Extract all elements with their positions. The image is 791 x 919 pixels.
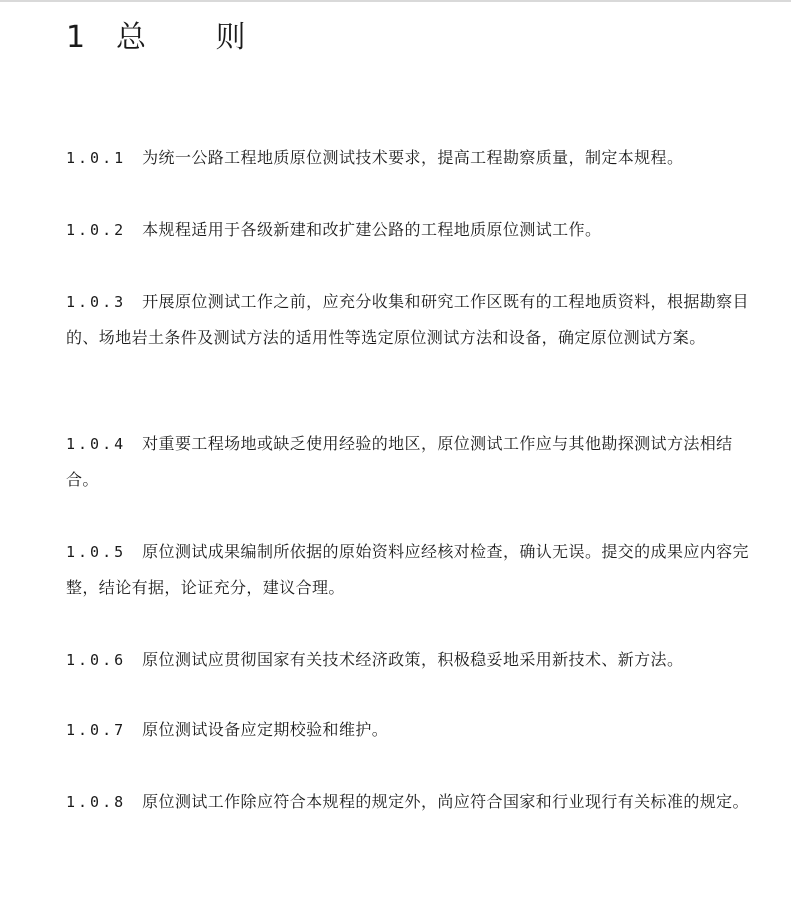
clause-number: 1.0.6 (66, 651, 127, 669)
clause-number: 1.0.2 (66, 221, 127, 239)
clause-number: 1.0.8 (66, 793, 127, 811)
clause-number: 1.0.5 (66, 543, 127, 561)
clause-number: 1.0.3 (66, 293, 127, 311)
clause-text: 为统一公路工程地质原位测试技术要求，提高工程勘察质量，制定本规程。 (142, 148, 684, 167)
chapter-number: 1 (66, 20, 86, 55)
clause-text: 开展原位测试工作之前，应充分收集和研究工作区既有的工程地质资料，根据勘察目的、场地岩土条件及测试方法的适用性等选定原位测试方法和设备，确定原位测试方案。 (66, 292, 749, 347)
clause-1-0-2 (66, 212, 756, 248)
clause-text: 原位测试设备应定期校验和维护。 (142, 720, 389, 739)
clause-1-0-3 (66, 284, 756, 356)
clause-1-0-5 (66, 534, 756, 606)
clause-number: 1.0.4 (66, 435, 127, 453)
clause-1-0-6 (66, 642, 756, 678)
chapter-heading (66, 18, 276, 58)
clause-1-0-1 (66, 140, 756, 176)
clause-number: 1.0.1 (66, 149, 127, 167)
clause-number: 1.0.7 (66, 721, 127, 739)
clause-text: 原位测试工作除应符合本规程的规定外，尚应符合国家和行业现行有关标准的规定。 (142, 792, 749, 811)
clause-text: 本规程适用于各级新建和改扩建公路的工程地质原位测试工作。 (142, 220, 602, 239)
clause-1-0-8 (66, 784, 756, 820)
clause-text: 对重要工程场地或缺乏使用经验的地区，原位测试工作应与其他勘探测试方法相结合。 (66, 434, 733, 489)
clause-1-0-4 (66, 426, 756, 498)
top-rule (0, 0, 791, 2)
clause-text: 原位测试应贯彻国家有关技术经济政策，积极稳妥地采用新技术、新方法。 (142, 650, 684, 669)
clause-1-0-7 (66, 712, 756, 748)
clause-text: 原位测试成果编制所依据的原始资料应经核对检查，确认无误。提交的成果应内容完整，结论有据，论证充分，建议合理。 (66, 542, 749, 597)
chapter-title: 总 则 (116, 20, 276, 55)
